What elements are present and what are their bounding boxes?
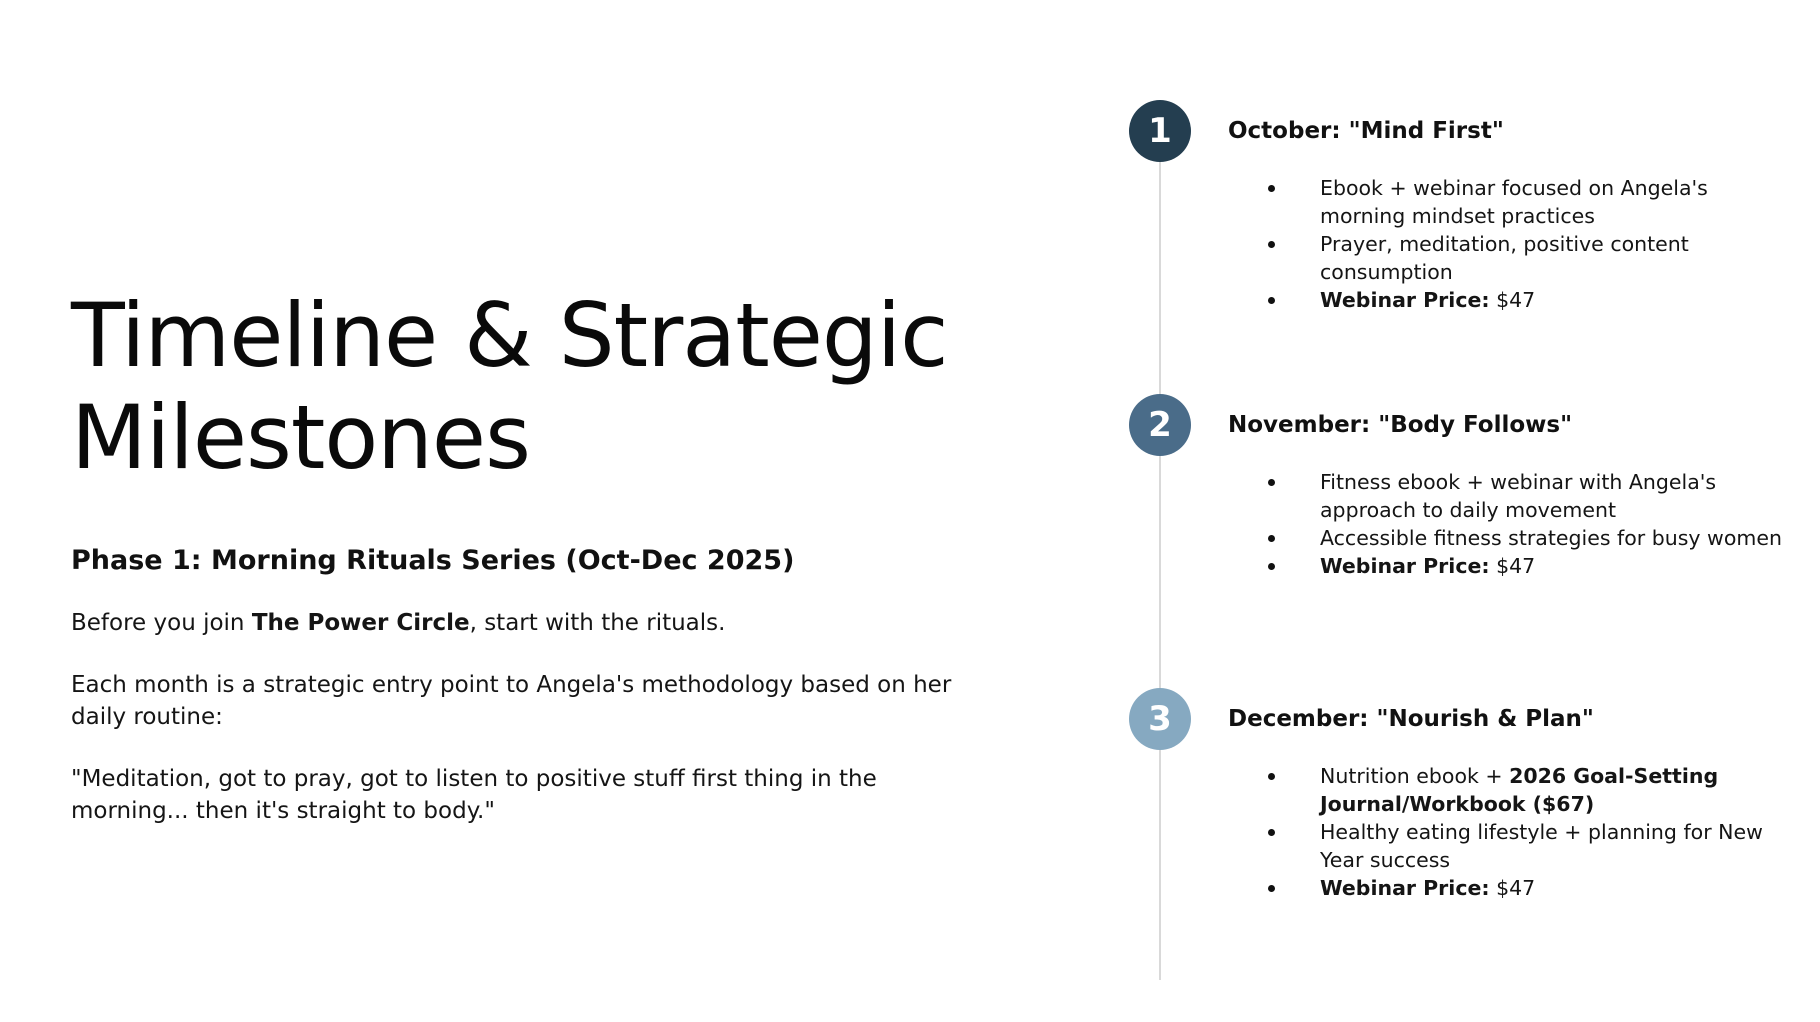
milestone-1-number-circle: 1 [1129, 100, 1191, 162]
milestone-bullet-list [1228, 174, 1788, 314]
price-value: $47 [1489, 554, 1536, 578]
page-title-line-2: Milestones [71, 386, 530, 489]
intro-before: Before you join [71, 610, 252, 636]
page-title-line-1: Timeline & Strategic [71, 284, 948, 387]
bullet-item [1228, 174, 1788, 230]
milestone-title: October: "Mind First" [1228, 118, 1504, 144]
milestone-title: December: "Nourish & Plan" [1228, 706, 1594, 732]
milestone-bullet-list [1228, 468, 1788, 580]
phase-heading: Phase 1: Morning Rituals Series (Oct-Dec 2025) [71, 545, 795, 576]
bullet-item [1228, 552, 1788, 580]
bullet-item [1228, 524, 1788, 552]
price-value: $47 [1489, 876, 1536, 900]
milestone-2-number-circle: 2 [1129, 394, 1191, 456]
milestone-december [1228, 702, 1788, 902]
timeline-line [1159, 130, 1161, 980]
bullet-text: Healthy eating lifestyle + planning for New Year success [1320, 820, 1763, 872]
quote-paragraph: "Meditation, got to pray, got to listen to positive stuff first thing in the morning... then it's straight to body." [71, 766, 877, 824]
bullet-text: Prayer, meditation, positive content consumption [1320, 232, 1689, 284]
milestone-title: November: "Body Follows" [1228, 412, 1573, 438]
bullet-text: Fitness ebook + webinar with Angela's approach to daily movement [1320, 470, 1717, 522]
milestone-3-number-circle: 3 [1129, 688, 1191, 750]
milestone-october [1228, 114, 1788, 314]
page-title [71, 285, 1001, 489]
workbook-highlight: 2026 Goal-Setting Journal/Workbook ($67) [1320, 764, 1719, 816]
methodology-paragraph: Each month is a strategic entry point to Angela's methodology based on her daily routine: [71, 672, 952, 730]
left-column [71, 285, 1001, 827]
price-value: $47 [1489, 288, 1536, 312]
bullet-item [1228, 468, 1788, 524]
bullet-text: Ebook + webinar focused on Angela's morning mindset practices [1320, 176, 1708, 228]
milestone-bullet-list [1228, 762, 1788, 902]
bullet-item [1228, 230, 1788, 286]
price-label: Webinar Price: [1320, 876, 1490, 900]
intro-brand: The Power Circle [251, 610, 470, 636]
bullet-text: Accessible fitness strategies for busy women [1320, 526, 1782, 550]
price-label: Webinar Price: [1320, 288, 1490, 312]
milestone-november [1228, 408, 1788, 580]
bullet-item [1228, 762, 1788, 818]
intro-after: , start with the rituals. [469, 610, 726, 636]
bullet-item [1228, 286, 1788, 314]
bullet-item [1228, 874, 1788, 902]
intro-paragraph [71, 607, 971, 639]
price-label: Webinar Price: [1320, 554, 1490, 578]
bullet-item [1228, 818, 1788, 874]
bullet-prefix: Nutrition ebook + [1320, 764, 1510, 788]
